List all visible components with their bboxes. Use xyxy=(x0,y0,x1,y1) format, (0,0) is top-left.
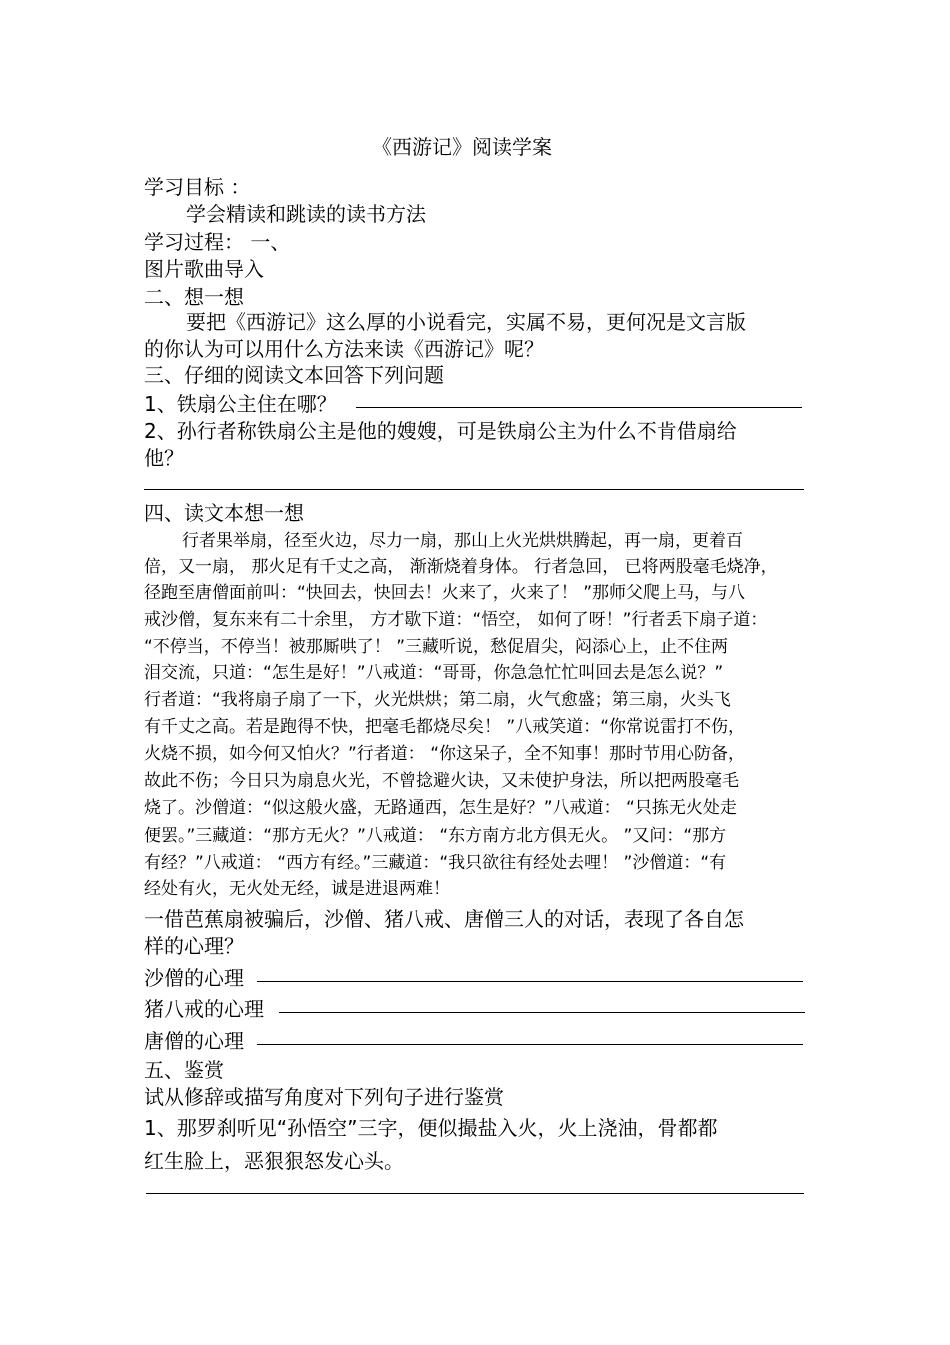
question-1: 1、铁扇公主住在哪？ xyxy=(144,392,337,416)
passage-line: 径跑至唐僧面前叫：“快回去，快回去！火来了，火来了！ ”那师父爬上马，与八 xyxy=(144,583,746,603)
question-2-line-1: 2、孙行者称铁扇公主是他的嫂嫂，可是铁扇公主为什么不肯借扇给 xyxy=(144,419,737,443)
passage-line: 便罢。”三藏道：“那方无火？”八戒道： “东方南方北方俱无火。 ”又问：“那方 xyxy=(144,826,727,846)
passage-line: 有千丈之高。若是跑得不快，把毫毛都烧尽矣！ ”八戒笑道：“你常说雷打不伤， xyxy=(144,717,746,737)
section-5-intro: 试从修辞或描写角度对下列句子进行鉴赏 xyxy=(144,1085,504,1109)
section-1-text: 图片歌曲导入 xyxy=(144,257,264,281)
section-4-heading: 四、读文本想一想 xyxy=(144,501,304,525)
question-2-line-2: 他？ xyxy=(144,446,184,470)
answer-line-shaseng[interactable] xyxy=(257,981,803,982)
answer-line-tangseng[interactable] xyxy=(257,1044,803,1045)
question-4-line-1: 一借芭蕉扇被骗后，沙僧、猪八戒、唐僧三人的对话，表现了各自怎 xyxy=(144,907,744,931)
passage-line: “不停当，不停当！被那厮哄了！ ”三藏听说，愁促眉尖，闷添心上，止不住两 xyxy=(144,637,729,657)
passage-line: 行者果举扇，径至火边，尽力一扇，那山上火光烘烘腾起，再一扇，更着百 xyxy=(182,531,743,551)
passage-line: 戒沙僧，复东来有二十余里， 方才歇下道：“悟空， 如何了呀！”行者丢下扇子道： xyxy=(144,610,768,630)
passage-line: 故此不伤；今日只为扇息火光，不曾捻避火诀，又未使护身法，所以把两股毫毛 xyxy=(144,771,739,791)
goal-heading: 学习目标 ： xyxy=(144,175,251,199)
section-5-question-1-line-2: 红生脸上，恶狠狠怒发心头。 xyxy=(144,1149,404,1173)
blank-label-shaseng: 沙僧的心理 xyxy=(144,966,244,990)
passage-line: 有经？”八戒道： “西方有经。”三藏道：“我只欲往有经处去哩！ ”沙僧道：“有 xyxy=(144,853,727,873)
section-3-heading: 三、仔细的阅读文本回答下列问题 xyxy=(144,363,444,387)
answer-line-section-5[interactable] xyxy=(146,1193,804,1194)
answer-line-q1[interactable] xyxy=(356,407,802,408)
section-2-line-1: 要把《西游记》这么厚的小说看完，实属不易，更何况是文言版 xyxy=(186,310,746,334)
section-5-question-1-line-1: 1、那罗刹听见“孙悟空”三字，便似撮盐入火，火上浇油，骨都都 xyxy=(144,1116,718,1140)
passage-line: 火烧不损，如今何又怕火？”行者道： “你这呆子，全不知事！那时节用心防备， xyxy=(144,744,746,764)
passage-line: 经处有火，无火处无经，诚是进退两难！ xyxy=(144,879,450,899)
process-heading: 学习过程： 一、 xyxy=(144,230,291,254)
blank-label-tangseng: 唐僧的心理 xyxy=(144,1029,244,1053)
section-2-heading: 二、想一想 xyxy=(144,285,244,309)
passage-line: 倍，又一扇， 那火足有千丈之高， 渐渐烧着身体。 行者急回， 已将两股毫毛烧净， xyxy=(144,557,778,577)
section-5-heading: 五、鉴赏 xyxy=(144,1058,224,1082)
question-4-line-2: 样的心理？ xyxy=(144,934,244,958)
page-title: 《西游记》阅读学案 xyxy=(372,135,552,159)
blank-label-zhubajie: 猪八戒的心理 xyxy=(144,997,264,1021)
answer-line-q2[interactable] xyxy=(144,489,804,490)
goal-text: 学会精读和跳读的读书方法 xyxy=(186,202,426,226)
section-2-line-2: 的你认为可以用什么方法来读《西游记》呢？ xyxy=(144,337,544,361)
answer-line-zhubajie[interactable] xyxy=(279,1012,805,1013)
passage-line: 泪交流，只道：“怎生是好！”八戒道：“哥哥，你急急忙忙叫回去是怎么说？” xyxy=(144,663,724,683)
passage-line: 行者道：“我将扇子扇了一下，火光烘烘；第二扇，火气愈盛；第三扇，火头飞 xyxy=(144,690,731,710)
passage-line: 烧了。沙僧道：“似这般火盛，无路通西，怎生是好？”八戒道： “只拣无火处走 xyxy=(144,798,737,818)
